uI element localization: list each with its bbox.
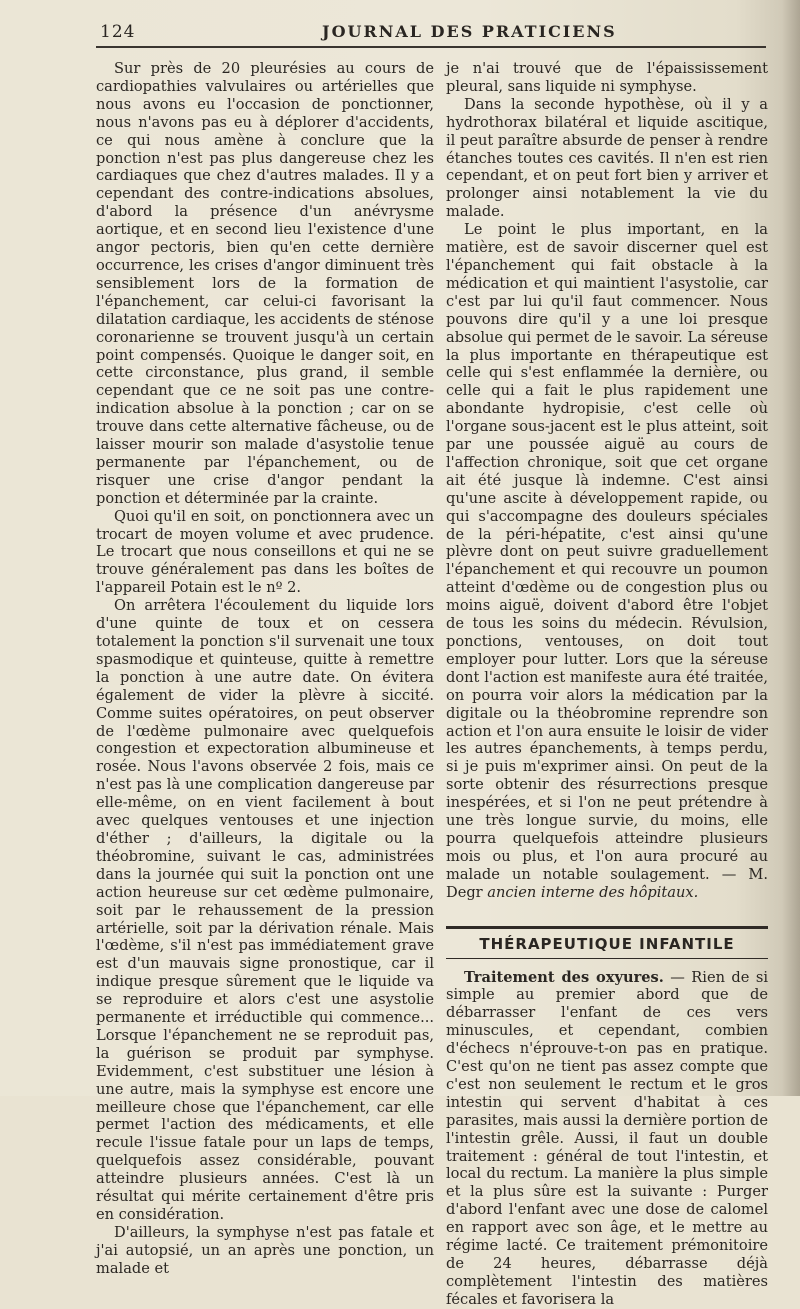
run-in-heading: Traitement des oxyures. — [464, 968, 664, 986]
paragraph-pleurisy-cardiac: Sur près de 20 pleurésies au cours de cardiopathies valvulaires ou artérielles que nous avons eu l'occasion de ponctionner, nous n'avons pas eu à déplorer d'accidents, ce qui nous amène à conclure que la ponction n'est pas plus dangereuse chez les cardiaques que chez d'autres malades. Il y a cependant des contre-indications absolues, d'abord la présence d'un anévrysme aortique, et en second lieu l'existence d'une angor pectoris, bien qu'en cette dernière occurrence, les crises d'angor diminuent très sensiblement lors de la formation de l'épanchement, car celui-ci favorisant la dilatation cardiaque, les accidents de sténose coronarienne se trouvent jusqu'à un certain point compensés. Quoique le danger soit, en cette circonstance, plus grand, il semble cependant que ce ne soit pas une contre-indication absolue à la ponction ; car on se trouve dans cette alternative fâcheuse, ou de laisser mourir son malade d'asystolie tenue permanente par l'épanchement, ou de risquer une crise d'angor pendant la ponction et déterminée par la crainte. — [96, 60, 434, 507]
paragraph-puncture-complications: On arrêtera l'écoulement du liquide lors d'une quinte de toux et on cessera totalement la ponction s'il survenait une toux spasmodique et quinteuse, quitte à remettre la ponction à une autre date. On évitera également de vider la plèvre à siccité. Comme suites opératoires, on peut observer de l'œdème pulmonaire avec quelquefois congestion et expectoration albumineuse et rosée. Nous l'avons observée 2 fois, mais ce n'est pas là une complication dangereuse par elle-même, on en vient facilement à bout avec quelques ventouses et une injection d'éther ; d'ailleurs, la digitale ou la théobromine, suivant le cas, administrées dans la journée qui suit la ponction ont une action heureuse sur cet œdème pulmonaire, soit par le rehaussement de la pression artérielle, soit par la dérivation rénale. Mais l'œdème, s'il n'est pas immédiatement grave est d'un mauvais signe pronostique, car il indique presque sûrement que le liquide va se reproduire et alors c'est une asystolie permanente et irréductible qui commence... Lorsque l'épanchement ne se reproduit pas, la guérison se produit par symphyse. Evidemment, c'est substituer une lésion à une autre, mais la symphyse est encore une meilleure chose que l'épanchement, car elle permet l'action des médicaments, et elle recule l'issue fatale pour un laps de temps, quelquefois assez considérable, pouvant atteindre plusieurs années. C'est là un résultat qui mérite certainement d'être pris en considération. — [96, 597, 434, 1223]
running-title: JOURNAL DES PRATICIENS — [322, 22, 617, 41]
paragraph-symphysis: D'ailleurs, la symphyse n'est pas fatale et j'ai autopsié, un an après une ponction, un malade et — [96, 1223, 434, 1277]
page-number: 124 — [100, 22, 136, 42]
paragraph-oxyures — [446, 969, 768, 1309]
page-spine-shadow — [782, 0, 800, 1096]
author-name: Degr — [446, 883, 483, 901]
serous-priority-text: Le point le plus important, en la matière, est de savoir discerner quel est l'épanchement qui fait obstacle à la médication et qui maintient l'asystolie, car c'est par lui qu'il faut commencer. Nous pouvons dire qu'il y a une loi presque absolue qui permet de le savoir. La séreuse la plus importante en thérapeutique est celle qui s'est enflammée la dernière, ou celle qui a fait le plus rapidement une abondante hydropisie, c'est celle où l'organe sous-jacent est le plus atteint, soit par une poussée aiguë au cours de l'affection chronique, soit que cet organe ait été jusque là indemne. C'est ainsi qu'une ascite à développement rapide, ou qui s'accompagne des douleurs spéciales de la péri-hépatite, c'est ainsi qu'une plèvre dont on peut suivre graduellement l'épanchement et qui recouvre un poumon atteint d'œdème ou de congestion plus ou moins aiguë, doivent d'abord être l'objet de tous les soins du médecin. Révulsion, ponctions, ventouses, on doit tout employer pour lutter. Lors que la séreuse dont l'action est manifeste aura été traitée, on pourra voir alors la médication par la digitale ou la théobromine reprendre son action et l'on aura ensuite le loisir de vider les autres épanchements, à temps perdu, si je puis m'exprimer ainsi. On peut de la sorte obtenir des résurrections presque inespérées, et si l'on ne peut prétendre à une très longue survie, du moins, elle pourra quelquefois atteindre plusieurs mois ou plus, et l'on aura procuré au malade un notable soulagement. — M. — [446, 221, 768, 883]
paragraph-serous-priority — [446, 221, 768, 901]
section-heading: THÉRAPEUTIQUE INFANTILE — [446, 926, 768, 959]
paragraph-trocart: Quoi qu'il en soit, on ponctionnera avec un trocart de moyen volume et avec prudence. Le trocart que nous conseillons et qui ne se trouve généralement pas dans les boîtes de l'appareil Potain est le nº 2. — [96, 507, 434, 597]
left-column — [96, 60, 434, 1278]
paragraph-continuation: je n'ai trouvé que de l'épaississement pleural, sans liquide ni symphyse. — [446, 60, 768, 95]
author-title: ancien interne des hôpitaux. — [487, 883, 699, 901]
paragraph-hydrothorax: Dans la seconde hypothèse, où il y a hydrothorax bilatéral et liquide ascitique, il peut paraître absurde de penser à rendre étanches toutes ces cavités. Il n'en est rien cependant, et on peut fort bien y arriver et prolonger ainsi notablement la vie du malade. — [446, 95, 768, 221]
right-column — [446, 60, 768, 1309]
header-rule — [96, 46, 766, 48]
oxyures-text: — Rien de si simple au premier abord que de débarrasser l'enfant de ces vers minuscules, et cependant, combien d'échecs n'éprouve-t-on pas en pratique. C'est qu'on ne tient pas assez compte que c'est non seulement le rectum et le gros intestin qui servent d'habitat à ces parasites, mais aussi la dernière portion de l'intestin grêle. Aussi, il faut un double traitement : général de tout l'intestin, et local du rectum. La manière la plus simple et la plus sûre est la suivante : Purger d'abord l'enfant avec une dose de calomel en rapport avec son âge, et le mettre au régime lacté. Ce traitement prémonitoire de 24 heures, débarrasse déjà complètement l'intestin des matières fécales et favorisera la — [446, 968, 768, 1308]
